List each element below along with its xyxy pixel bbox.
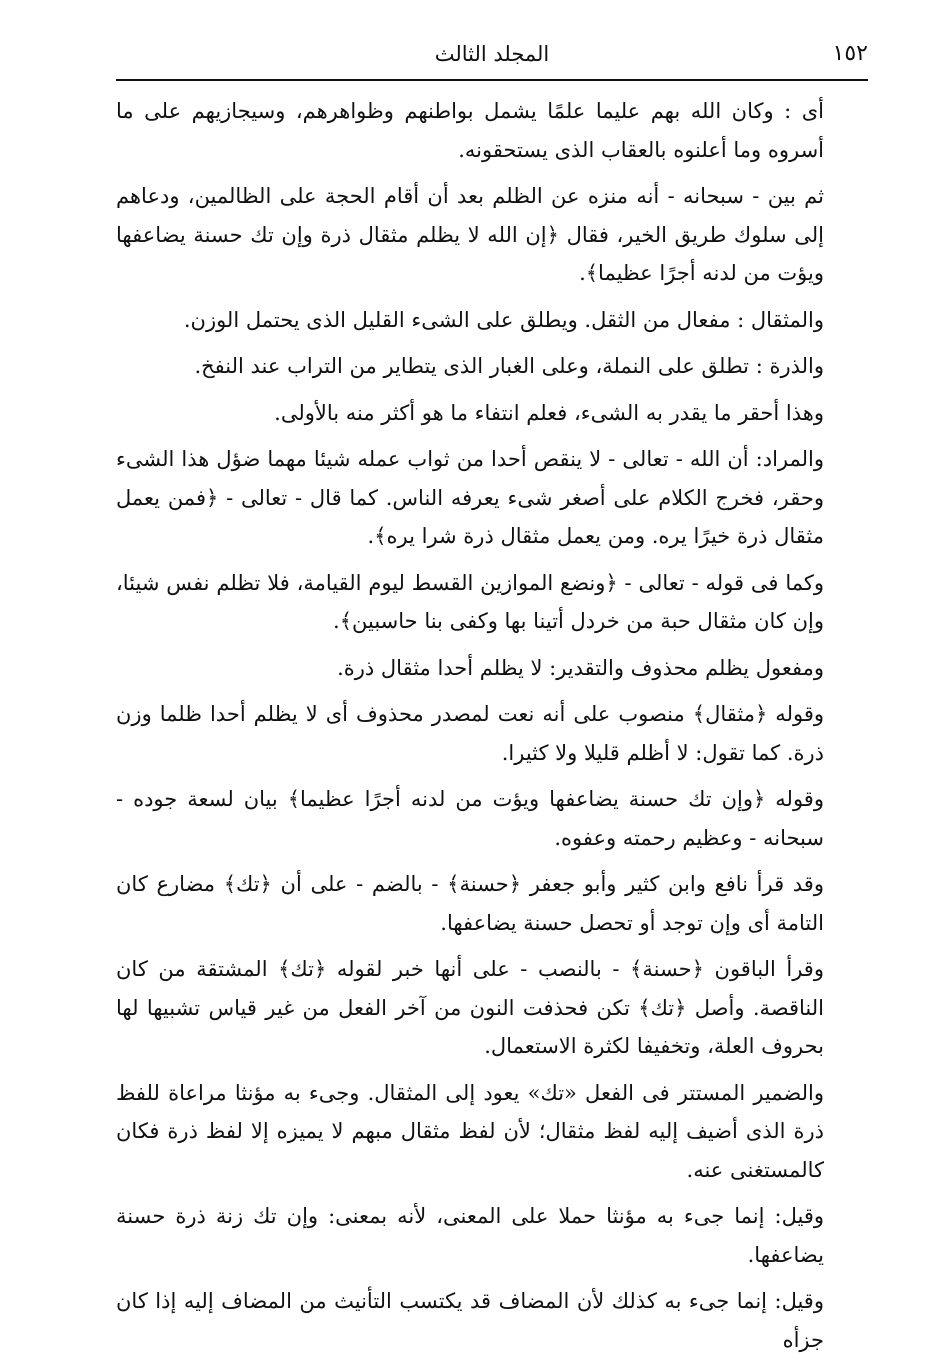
paragraph: وقيل: إنما جىء به كذلك لأن المضاف قد يكتسب التأنيث من المضاف إليه إذا كان جزأه — [116, 1289, 824, 1352]
running-title: المجلد الثالث — [434, 42, 550, 66]
paragraph: والمراد: أن الله - تعالى - لا ينقص أحدا من ثواب عمله شيئا مهما ضؤل هذا الشىء وحقر، فخرج الكلام على أصغر شىء يعرفه الناس. كما قال - تعالى - ﴿فمن يعمل مثقال ذرة خيرًا يره. ومن يعمل مثقال ذرة شرا يره﴾. — [116, 447, 824, 548]
body-text — [116, 92, 868, 1367]
paragraph: وقيل: إنما جىء به مؤنثا حملا على المعنى، لأنه بمعنى: وإن تك زنة ذرة حسنة يضاعفها. — [116, 1204, 824, 1267]
paragraph: أى : وكان الله بهم عليما علمًا يشمل بواطنهم وظواهرهم، وسيجازيهم على ما أسروه وما أعلنوه بالعقاب الذى يستحقونه. — [116, 99, 824, 162]
paragraph: وقوله ﴿مثقال﴾ منصوب على أنه نعت لمصدر محذوف أى لا يظلم أحدا ظلما وزن ذرة. كما تقول: لا أظلم قليلا ولا كثيرا. — [116, 702, 824, 765]
header-divider — [116, 79, 868, 81]
paragraph: وكما فى قوله - تعالى - ﴿ونضع الموازين القسط ليوم القيامة، فلا تظلم نفس شيئا، وإن كان مثقال حبة من خردل أتينا بها وكفى بنا حاسبين﴾. — [116, 570, 824, 633]
paragraph: ومفعول يظلم محذوف والتقدير: لا يظلم أحدا مثقال ذرة. — [337, 655, 824, 680]
page-number: ١٥٢ — [832, 41, 868, 66]
paragraph: وهذا أحقر ما يقدر به الشىء، فعلم انتفاء ما هو أكثر منه بالأولى. — [274, 400, 824, 425]
page-header — [116, 38, 868, 82]
paragraph: ثم بين - سبحانه - أنه منزه عن الظلم بعد أن أقام الحجة على الظالمين، ودعاهم إلى سلوك طريق الخير، فقال ﴿إن الله لا يظلم مثقال ذرة وإن تك حسنة يضاعفها ويؤت من لدنه أجرًا عظيما﴾. — [116, 184, 824, 285]
paragraph: وقوله ﴿وإن تك حسنة يضاعفها ويؤت من لدنه أجرًا عظيما﴾ بيان لسعة جوده - سبحانه - وعظيم رحمته وعفوه. — [116, 787, 824, 850]
paragraph: والذرة : تطلق على النملة، وعلى الغبار الذى يتطاير من التراب عند النفخ. — [194, 354, 824, 378]
paragraph: وقد قرأ نافع وابن كثير وأبو جعفر ﴿حسنة﴾ - بالضم - على أن ﴿تك﴾ مضارع كان التامة أى وإن توجد أو تحصل حسنة يضاعفها. — [116, 872, 824, 935]
paragraph: والمثقال : مفعال من الثقل. ويطلق على الشىء القليل الذى يحتمل الوزن. — [183, 307, 824, 332]
paragraph: والضمير المستتر فى الفعل «تك» يعود إلى المثقال. وجىء به مؤنثا مراعاة للفظ ذرة الذى أضيف إليه لفظ مثقال؛ لأن لفظ مثقال مبهم لا يميزه إلا لفظ ذرة فكان كالمستغنى عنه. — [116, 1080, 824, 1182]
paragraph: وقرأ الباقون ﴿حسنة﴾ - بالنصب - على أنها خبر لقوله ﴿تك﴾ المشتقة من كان الناقصة. وأصل ﴿تك﴾ تكن فحذفت النون من آخر الفعل من غير قياس تشبيها لها بحروف العلة، وتخفيفا لكثرة الاستعمال. — [116, 957, 824, 1058]
